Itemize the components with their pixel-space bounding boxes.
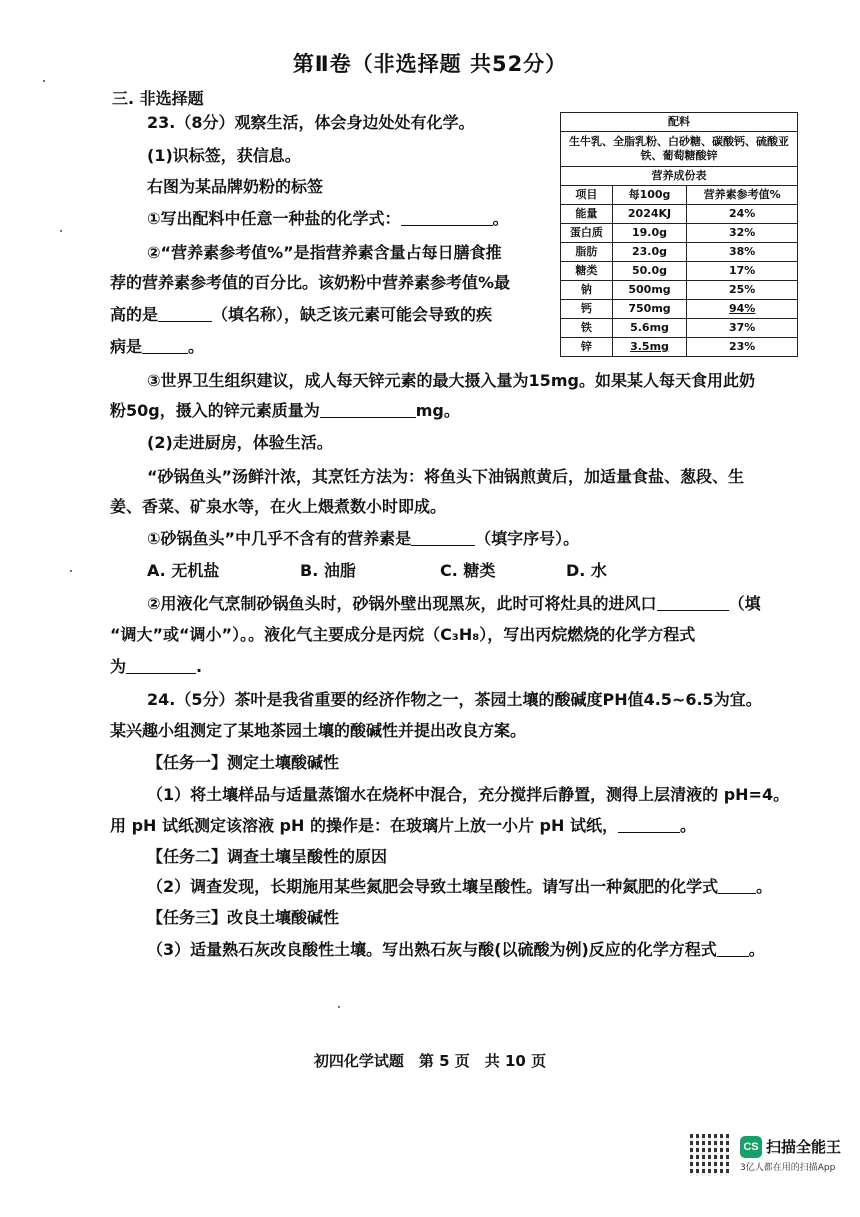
paper-part-title: 第Ⅱ卷（非选择题 共52分） [292,52,568,76]
q24-task3-line-pre: （3）适量熟石灰改良酸性土壤。写出熟石灰与酸(以硫酸为例)反应的化学方程式 [147,940,717,959]
row-nrv: 24% [687,205,798,224]
row-label: 锌 [561,338,613,357]
nutrition-header-row [561,186,798,205]
ingredients-title: 配料 [561,113,798,132]
row-amount: 23.0g [612,243,687,262]
row-label: 钠 [561,281,613,300]
q23-part2-desc-line2: 姜、香菜、矿泉水等，在火上煨煮数小时即成。 [110,497,447,516]
row-nrv: 25% [687,281,798,300]
row-amount: 3.5mg [612,338,687,357]
q24-task3-line [147,939,765,961]
row-amount: 19.0g [612,224,687,243]
q23-part2-q1-pre: ①砂锅鱼头”中几乎不含有的营养素是 [147,529,412,548]
answer-blank-zinc-mass[interactable] [320,401,416,418]
row-amount: 2024KJ [612,205,687,224]
q24-task2-line [147,876,772,898]
q24-task3-heading: 【任务三】改良土壤酸碱性 [147,908,340,927]
header-per100g: 每100g [612,186,687,205]
option-c[interactable]: C. 糖类 [440,561,496,580]
answer-blank-nutrient-name[interactable] [158,305,212,322]
answer-blank-air-inlet[interactable] [657,594,729,611]
q23-part2-q2-line1-post: （填 [728,594,761,613]
q23-part1-desc: 右图为某品牌奶粉的标签 [147,177,324,196]
scan-speck [70,570,72,572]
q23-part1-q2-line3 [110,304,492,326]
q23-part1-q2-line2: 荐的营养素参考值的百分比。该奶粉中营养素参考值%最 [110,273,511,292]
row-label: 能量 [561,205,613,224]
row-amount: 5.6mg [612,319,687,338]
row-nrv: 32% [687,224,798,243]
row-amount: 50.0g [612,262,687,281]
q23-part1-q3-line2-post: mg。 [415,401,460,420]
q23-part1-q1-text: ①写出配料中任意一种盐的化学式： [147,209,401,228]
option-a[interactable]: A. 无机盐 [147,561,220,580]
q23-part1-q1: ①写出配料中任意一种盐的化学式： 。 [147,209,509,228]
row-amount: 500mg [612,281,687,300]
scan-speck [338,1006,340,1008]
qr-code-pattern [690,1134,732,1176]
scan-speck [60,230,62,232]
answer-blank-salt-formula[interactable] [401,209,493,226]
q24-task2-line-pre: （2）调查发现，长期施用某些氮肥会导致土壤呈酸性。请写出一种氮肥的化学式 [147,877,719,896]
table-row [561,338,798,357]
row-nrv: 17% [687,262,798,281]
table-row [561,319,798,338]
answer-blank-disease[interactable] [142,337,188,354]
row-nrv: 23% [687,338,798,357]
q23-part2-desc-line1: “砂锅鱼头”汤鲜汁浓，其烹饪方法为：将鱼头下油锅煎黄后，加适量食盐、葱段、生 [147,467,745,486]
q23-part2-q2-line2: “调大”或“调小”）。。液化气主要成分是丙烷（C₃H₈），写出丙烷燃烧的化学方程式 [110,625,696,644]
row-nrv: 38% [687,243,798,262]
row-label: 铁 [561,319,613,338]
q24-task1-line2 [110,815,696,837]
q23-part2-q2-line3-pre: 为 [110,657,127,676]
q23-part1-title: (1)识标签，获信息。 [147,146,301,165]
q23-part1-q2-line4: 病是 。 [110,337,205,356]
row-label: 糖类 [561,262,613,281]
q23-part1-q3-line2-pre: 粉50g，摄入的锌元素质量为 [110,401,320,420]
page-footer: 初四化学试题 第 5 页 共 10 页 [313,1052,547,1070]
option-d[interactable]: D. 水 [566,561,607,580]
q23-part1-q2-line1: ②“营养素参考值%”是指营养素含量占每日膳食推 [147,243,502,262]
q24-task1-line2-post: 。 [679,816,696,835]
q24-task2-heading: 【任务二】调查土壤呈酸性的原因 [147,847,388,866]
q24-intro-line1: 24.（5分）茶叶是我省重要的经济作物之一，茶园土壤的酸碱度PH值4.5~6.5为宜。 [147,690,762,709]
q24-task1-heading: 【任务一】测定土壤酸碱性 [147,753,340,772]
q23-intro: 23.（8分）观察生活，体会身边处处有化学。 [147,113,475,132]
table-row [561,243,798,262]
nutrition-table-title: 营养成份表 [561,167,798,186]
nutrition-label [560,112,798,357]
q23-part1-q2-line4-pre: 病是 [110,337,143,356]
answer-blank-neutralization-equation[interactable] [717,940,749,957]
row-nrv-underlined: 94% [687,300,798,319]
answer-blank-missing-nutrient[interactable] [411,529,475,546]
answer-blank-propane-equation[interactable] [126,657,196,674]
watermark-tagline: 3亿人都在用的扫描App [740,1163,836,1173]
q24-task1-line2-pre: 用 pH 试纸测定该溶液 pH 的操作是：在玻璃片上放一小片 pH 试纸， [110,816,618,835]
table-row [561,300,798,319]
answer-blank-nitrogen-fertilizer[interactable] [718,877,756,894]
header-nrv: 营养素参考值% [687,186,798,205]
option-b[interactable]: B. 油脂 [300,561,356,580]
q23-part2-q1-post: （填字序号）。 [475,529,580,548]
row-nrv: 37% [687,319,798,338]
q24-intro-line2: 某兴趣小组测定了某地茶园土壤的酸碱性并提出改良方案。 [110,721,527,740]
row-label: 钙 [561,300,613,319]
q23-part1-q3-line2 [110,400,460,422]
table-row [561,205,798,224]
q24-task1-line1: （1）将土壤样品与适量蒸馏水在烧杯中混合，充分搅拌后静置，测得上层清液的 pH=4。 [147,785,790,804]
row-label: 脂肪 [561,243,613,262]
q23-part2-q2-line1 [147,593,761,615]
row-amount: 750mg [612,300,687,319]
section-heading: 三. 非选择题 [112,89,204,108]
table-row [561,224,798,243]
q23-part2-q1 [147,528,579,550]
q23-part2-title: (2)走进厨房，体验生活。 [147,433,333,452]
watermark-brand: 扫描全能王 [766,1138,842,1156]
scan-speck [43,80,45,82]
q24-task2-line-post: 。 [756,877,773,896]
q23-part1-q2-line3-post: （填名称），缺乏该元素可能会导致的疾 [212,305,493,324]
table-row [561,281,798,300]
answer-blank-ph-operation[interactable] [618,816,680,833]
table-row [561,262,798,281]
row-label: 蛋白质 [561,224,613,243]
q23-part1-q2-line3-pre: 高的是 [110,305,159,324]
q23-part1-q3-line1: ③世界卫生组织建议，成人每天锌元素的最大摄入量为15mg。如果某人每天食用此奶 [147,371,755,390]
header-item: 项目 [561,186,613,205]
camscanner-logo-icon: CS [740,1136,762,1158]
q23-part2-q2-line1-pre: ②用液化气烹制砂锅鱼头时，砂锅外壁出现黑灰，此时可将灶具的进风口 [147,594,657,613]
ingredients-list: 生牛乳、全脂乳粉、白砂糖、碳酸钙、硫酸亚铁、葡萄糖酸锌 [561,132,798,167]
q24-task3-line-post: 。 [748,940,765,959]
q23-part2-q2-line3: 为 . [110,657,203,676]
